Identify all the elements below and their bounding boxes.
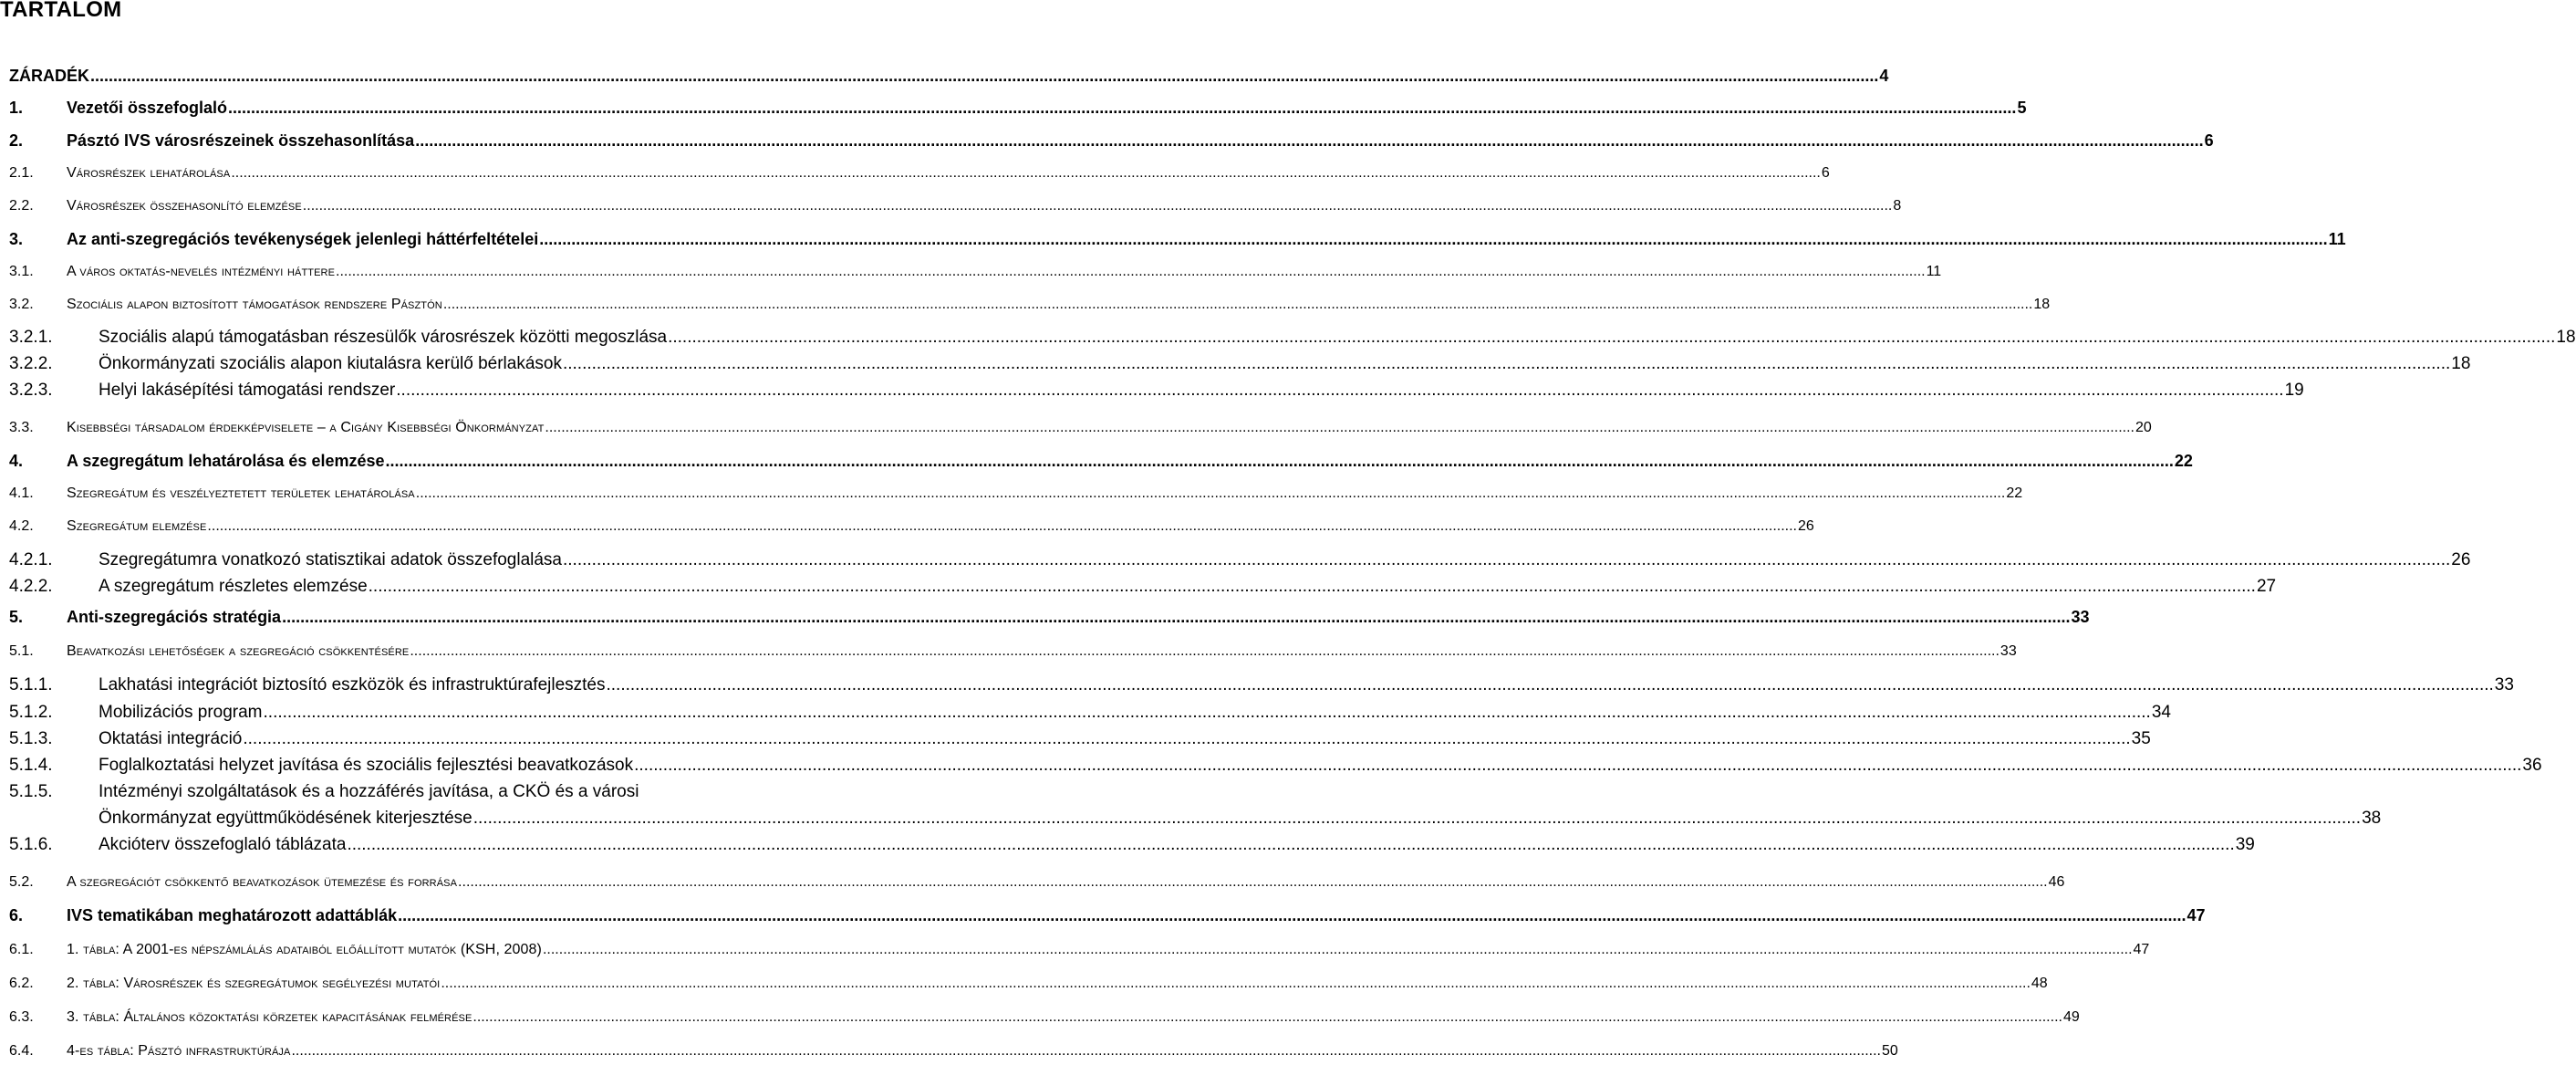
- dot-leader: [396, 381, 2283, 401]
- dot-leader: [458, 872, 2048, 893]
- dot-leader: [90, 66, 1878, 86]
- toc-entry-page: 6: [1821, 165, 1830, 181]
- toc-entry[interactable]: [9, 295, 2051, 315]
- toc-entry-number: 5.2.: [9, 874, 34, 890]
- toc-entry-page: 5: [2017, 99, 2027, 117]
- toc-entry-number: 1.: [9, 99, 24, 117]
- dot-leader: [443, 295, 2033, 315]
- toc-entry-page: 20: [2135, 420, 2152, 435]
- toc-entry[interactable]: [9, 974, 2048, 994]
- dot-leader: [264, 703, 2151, 723]
- toc-entry-title: Városrészek lehatárolása: [67, 165, 231, 181]
- toc-entry-page: 18: [2033, 297, 2051, 312]
- toc-entry-title: A szegregátum lehatárolása és elemzése: [67, 452, 385, 470]
- toc-entry-title: 3. tábla: Általános közoktatási körzetek kapacitásának felmérése: [67, 1009, 473, 1025]
- toc-entry-title: Az anti-szegregációs tevékenységek jelenlegi háttérfeltételei: [67, 230, 539, 248]
- toc-entry-title: Szegregátum és veszélyeztetett területek lehatárolása: [67, 486, 415, 501]
- toc-entry[interactable]: [9, 163, 1830, 183]
- toc-entry[interactable]: [9, 905, 2206, 925]
- toc-entry-page: 50: [1882, 1043, 1898, 1059]
- toc-entry-title: Intézményi szolgáltatások és a hozzáférés javítása, a CKÖ és a városi: [99, 782, 639, 801]
- toc-entry-number: 4.: [9, 452, 24, 470]
- toc-entry-page: 38: [2362, 809, 2382, 828]
- dot-leader: [231, 163, 1821, 183]
- toc-entry[interactable]: [9, 229, 2346, 249]
- toc-entry-number: 5.1.4.: [9, 756, 53, 775]
- toc-entry-page: 22: [2174, 452, 2193, 470]
- toc-entry-title: Önkormányzati szociális alapon kiutalásra kerülő bérlakások: [99, 354, 562, 373]
- toc-entry-page: 18: [2451, 354, 2471, 373]
- toc-entry-number: 6.4.: [9, 1043, 34, 1059]
- dot-leader: [336, 262, 1926, 282]
- toc-entry-page: 47: [2186, 906, 2206, 924]
- toc-entry[interactable]: [9, 66, 1889, 86]
- toc-entry-number: 6.: [9, 906, 24, 924]
- dot-leader: [563, 354, 2450, 374]
- toc-entry-title: A szegregációt csökkentő beavatkozások ütemezése és forrása: [67, 874, 458, 890]
- toc-entry-page: 35: [2131, 729, 2151, 748]
- toc-entry-number: 4.1.: [9, 486, 34, 501]
- toc-entry-page: 4: [1879, 67, 1889, 85]
- dot-leader: [410, 642, 2000, 662]
- dot-leader: [415, 131, 2203, 151]
- toc-entry[interactable]: [9, 381, 2304, 401]
- dot-leader: [416, 484, 2006, 504]
- toc-entry-title: 4-es tábla: Pásztó infrastruktúrája: [67, 1043, 291, 1059]
- dot-leader: [282, 607, 2070, 627]
- toc-entry-page: 22: [2006, 486, 2023, 501]
- toc-entry-title: Akcióterv összefoglaló táblázata: [99, 835, 347, 854]
- toc-entry-number: 2.2.: [9, 198, 34, 214]
- dot-leader: [563, 550, 2450, 570]
- toc-entry-title: Helyi lakásépítési támogatási rendszer: [99, 381, 396, 400]
- dot-leader: [634, 756, 2521, 776]
- toc-entry-page: 26: [2451, 550, 2471, 569]
- toc-entry[interactable]: [9, 328, 2576, 348]
- toc-entry[interactable]: [9, 354, 2471, 374]
- toc-entry-continuation[interactable]: [99, 809, 2382, 829]
- dot-leader: [228, 98, 2016, 118]
- dot-leader: [607, 675, 2494, 695]
- dot-leader: [473, 809, 2361, 829]
- dot-leader: [473, 1008, 2062, 1028]
- toc-entry-title: 1. tábla: A 2001-es népszámlálás adataiból előállított mutatók (KSH, 2008): [67, 942, 542, 957]
- toc-entry-page: 6: [2204, 131, 2214, 150]
- toc-entry-page: 33: [2000, 643, 2017, 659]
- dot-leader: [441, 974, 2031, 994]
- toc-entry-title: Pásztó IVS városrészeinek összehasonlítása: [67, 131, 415, 150]
- toc-entry-title: Kisebbségi társadalom érdekképviselete – a Cigány Kisebbségi Önkormányzat: [67, 420, 545, 435]
- toc-entry[interactable]: [9, 872, 2065, 893]
- toc-entry-number: 3.: [9, 230, 24, 248]
- toc-entry-title: Városrészek összehasonlító elemzése: [67, 198, 302, 214]
- toc-entry-page: 11: [2328, 230, 2346, 248]
- toc-entry-number: 3.3.: [9, 420, 34, 435]
- toc-entry-number: 4.2.: [9, 518, 34, 534]
- toc-entry-title: ZÁRADÉK: [9, 67, 89, 85]
- toc-entry-number: 3.2.2.: [9, 354, 53, 373]
- toc-entry[interactable]: [9, 262, 1942, 282]
- dot-leader: [369, 577, 2256, 597]
- dot-leader: [303, 196, 1893, 216]
- toc-entry-title: A szegregátum részletes elemzése: [99, 577, 368, 596]
- toc-entry-page: 39: [2235, 835, 2255, 854]
- toc-entry-page: 8: [1893, 198, 1902, 214]
- toc-entry[interactable]: [9, 782, 867, 802]
- toc-entry[interactable]: [9, 577, 2277, 597]
- toc-entry-number: 5.1.1.: [9, 675, 53, 694]
- toc-entry-number: 5.1.2.: [9, 703, 53, 722]
- toc-entry[interactable]: [9, 1041, 1898, 1061]
- dot-leader: [543, 940, 2133, 960]
- toc-entry[interactable]: [9, 550, 2471, 570]
- toc-entry-page: 36: [2522, 756, 2542, 775]
- toc-entry[interactable]: [9, 451, 2193, 471]
- toc-entry-number: 3.1.: [9, 264, 34, 279]
- toc-entry-title: Anti-szegregációs stratégia: [67, 608, 282, 626]
- toc-entry-page: 11: [1926, 264, 1942, 279]
- toc-entry[interactable]: [9, 196, 1902, 216]
- toc-entry[interactable]: [9, 940, 2150, 960]
- toc-entry-number: 6.2.: [9, 976, 34, 991]
- toc-entry-title: Vezetői összefoglaló: [67, 99, 228, 117]
- dot-leader: [398, 905, 2186, 925]
- dot-leader: [347, 835, 2234, 855]
- toc-entry-page: 46: [2048, 874, 2065, 890]
- toc-entry-title: A város oktatás-nevelés intézményi háttere: [67, 264, 336, 279]
- toc-entry-title-continued: Önkormányzat együttműködésének kiterjesztése: [99, 809, 473, 828]
- toc-entry-page: 49: [2062, 1009, 2080, 1025]
- toc-entry[interactable]: [9, 131, 2214, 151]
- toc-entry-title: IVS tematikában meghatározott adattáblák: [67, 906, 398, 924]
- toc-entry-title: Szegregátum elemzése: [67, 518, 207, 534]
- toc-entry-title: Mobilizációs program: [99, 703, 263, 722]
- toc-entry-title: Szociális alapú támogatásban részesülők városrészek közötti megoszlása: [99, 328, 668, 347]
- toc-entry-page: 19: [2284, 381, 2304, 400]
- toc-entry-title: Beavatkozási lehetőségek a szegregáció csökkentésére: [67, 643, 410, 659]
- toc-entry-number: 5.1.3.: [9, 729, 53, 748]
- dot-leader: [291, 1041, 1881, 1061]
- toc-entry[interactable]: [9, 484, 2023, 504]
- toc-entry-title: 2. tábla: Városrészek és szegregátumok segélyezési mutatói: [67, 976, 441, 991]
- dot-leader: [386, 451, 2174, 471]
- toc-entry-title: Oktatási integráció: [99, 729, 243, 748]
- toc-entry-page: 33: [2071, 608, 2090, 626]
- toc-entry[interactable]: [9, 675, 2514, 695]
- toc-entry-title: Szegregátumra vonatkozó statisztikai adatok összefoglalása: [99, 550, 562, 569]
- toc-entry[interactable]: [9, 1008, 2080, 1028]
- toc-entry-number: 5.1.6.: [9, 835, 53, 854]
- toc-entry-title: Szociális alapon biztosított támogatások rendszere Pásztón: [67, 297, 442, 312]
- toc-entry[interactable]: [9, 98, 2027, 118]
- toc-entry[interactable]: [9, 642, 2017, 662]
- toc-entry-page: 48: [2031, 976, 2048, 991]
- dot-leader: [668, 328, 2555, 348]
- toc-entry-number: 2.1.: [9, 165, 34, 181]
- toc-entry[interactable]: [9, 517, 1814, 537]
- toc-entry-number: 4.2.1.: [9, 550, 53, 569]
- toc-entry-page: 47: [2133, 942, 2150, 957]
- toc-entry-number: 3.2.: [9, 297, 34, 312]
- toc-entry[interactable]: [9, 607, 2090, 627]
- dot-leader: [207, 517, 1797, 537]
- toc-entry-number: 3.2.1.: [9, 328, 53, 347]
- toc-entry-title: Lakhatási integrációt biztosító eszközök és infrastruktúrafejlesztés: [99, 675, 606, 694]
- toc-entry-number: 5.: [9, 608, 24, 626]
- toc-entry-page: 27: [2256, 577, 2277, 596]
- toc-entry-title: Foglalkoztatási helyzet javítása és szociális fejlesztési beavatkozások: [99, 756, 634, 775]
- toc-entry[interactable]: [9, 756, 2542, 776]
- toc-entry-page: 26: [1797, 518, 1814, 534]
- toc-entry-number: 5.1.: [9, 643, 34, 659]
- dot-leader: [243, 729, 2130, 749]
- dot-leader: [545, 418, 2135, 438]
- toc-entry[interactable]: [9, 835, 2255, 855]
- toc-entry[interactable]: [9, 418, 2152, 438]
- toc-entry-number: 5.1.5.: [9, 782, 53, 801]
- toc-entry-page: 18: [2556, 328, 2576, 347]
- toc-entry-number: 3.2.3.: [9, 381, 53, 400]
- toc-entry[interactable]: [9, 703, 2171, 723]
- toc-entry-number: 6.1.: [9, 942, 34, 957]
- toc-entry-number: 4.2.2.: [9, 577, 53, 596]
- toc-entry[interactable]: [9, 729, 2151, 749]
- toc-entry-number: 6.3.: [9, 1009, 34, 1025]
- toc-entry-page: 34: [2151, 703, 2171, 722]
- toc-heading: TARTALOM: [0, 0, 122, 22]
- toc-entry-number: 2.: [9, 131, 24, 150]
- dot-leader: [539, 229, 2327, 249]
- toc-entry-page: 33: [2494, 675, 2514, 694]
